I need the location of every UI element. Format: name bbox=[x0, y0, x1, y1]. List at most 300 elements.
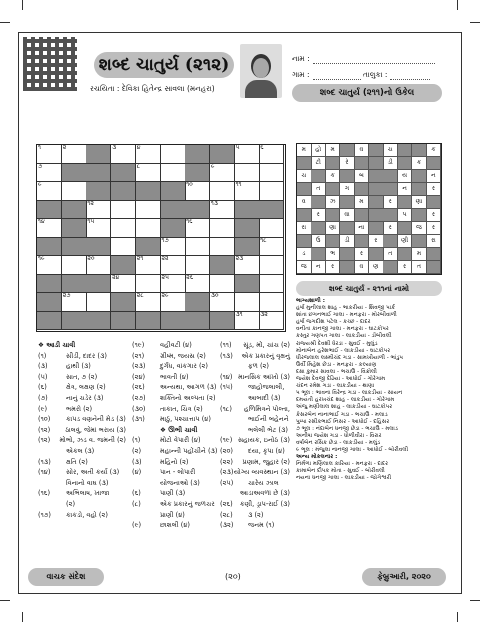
winner-line: હર્ષા મુનીલાલ શાહ - ભાકરીયા - શિવજી પાર્ક bbox=[296, 305, 396, 312]
solution-cell bbox=[355, 157, 370, 170]
grid-cell[interactable] bbox=[210, 293, 235, 312]
grid-cell[interactable] bbox=[161, 312, 186, 331]
solution-cell: વ bbox=[297, 196, 312, 209]
solution-cell bbox=[369, 170, 384, 183]
clue-item: (૧૯) સહાયક, ઇનોઠ (૩) bbox=[220, 436, 290, 445]
solution-cell: ર bbox=[326, 261, 341, 274]
clue-number: ૨૧ bbox=[136, 255, 144, 262]
clue-item: (૧૧) સૂંડ, મોં, ચાંચ (૨) bbox=[220, 341, 290, 349]
crop-mark bbox=[457, 0, 458, 10]
grid-cell[interactable] bbox=[86, 238, 111, 257]
winner-line: ભાગ્યશાળી : bbox=[296, 298, 325, 304]
winner-line: જયેશ દેવજી દેઢિયા - આધોઈ - ગોરેગામ bbox=[296, 376, 386, 383]
clue-item: (૨૬) અન્યથા, આગળ (૩) bbox=[132, 383, 217, 392]
grid-cell[interactable] bbox=[37, 256, 62, 275]
grid-cell[interactable] bbox=[111, 238, 136, 257]
solution-cell: ચ bbox=[383, 144, 398, 157]
grid-cell[interactable] bbox=[62, 256, 87, 275]
clue-number: ૨૬ bbox=[186, 273, 194, 281]
solution-cell: ણા bbox=[326, 222, 341, 235]
clue-item: (૬) ક્ષેત્ર, લક્ષણ (૨) bbox=[38, 383, 106, 392]
grid-cell[interactable] bbox=[86, 275, 111, 294]
clue-item: (૧) સીડી, દાદર (૩) bbox=[38, 351, 107, 360]
clue-item: યોજનાઓ (૩) bbox=[160, 478, 200, 487]
clues-across bbox=[38, 340, 126, 520]
grid-cell[interactable] bbox=[62, 293, 87, 312]
winner-line: કેસરબેન નાનાભાઈ ગડા - ભચાઉ - મલાડ bbox=[296, 411, 388, 418]
clue-number: ૩૧ bbox=[235, 310, 243, 318]
solution-cell: ઝ bbox=[326, 196, 341, 209]
page-number: (૨૦) bbox=[225, 572, 241, 581]
grid-cell[interactable] bbox=[185, 145, 210, 164]
winner-line: ચંદન રમેશ ગડા - લાકડીયા - થાણા bbox=[296, 383, 375, 390]
grid-cell[interactable] bbox=[37, 145, 62, 164]
grid-cell[interactable] bbox=[235, 312, 260, 331]
clue-number: ૧૧ bbox=[235, 181, 242, 188]
solution-grid bbox=[296, 143, 442, 275]
solution-cell bbox=[326, 183, 341, 196]
clue-item: (૯) ભમરો (૨) bbox=[38, 404, 93, 413]
clue-item: (૧૩) ક્ષતિ (૨) bbox=[38, 457, 88, 466]
clue-item: (૫) સાત, ૭ (૨) bbox=[38, 372, 98, 381]
grid-cell[interactable] bbox=[136, 201, 161, 220]
clue-number: ૫ bbox=[235, 144, 240, 151]
clue-number: ૧૯ bbox=[38, 255, 45, 262]
solution-cell: રા bbox=[297, 222, 312, 235]
clue-item: (૧૨) ઠાલવું, જેમાં ભરાય (૩) bbox=[38, 425, 126, 434]
grid-cell[interactable] bbox=[136, 256, 161, 275]
grid-cell[interactable] bbox=[111, 164, 136, 183]
solution-cell bbox=[326, 157, 341, 170]
grid-cell[interactable] bbox=[111, 256, 136, 275]
grid-cell[interactable] bbox=[210, 182, 235, 201]
grid-cell[interactable] bbox=[161, 256, 186, 275]
solution-cell: ર bbox=[427, 209, 442, 222]
clues-down bbox=[220, 340, 290, 531]
grid-cell[interactable] bbox=[86, 293, 111, 312]
grid-cell[interactable] bbox=[62, 275, 87, 294]
solution-cell: ણ bbox=[369, 261, 384, 274]
winner-line: કસ્તુર ગણપત ગાલા - લાકડીયા - ડોંબીવલી bbox=[296, 333, 392, 340]
winner-line: હર્ષા જગદીશ પટેલ - કચ્છ - દાદર bbox=[296, 319, 371, 326]
clue-item: (૩) હાથી (૩) bbox=[38, 362, 91, 371]
footer-date: ફેબ્રુઆરી, ૨૦૨૦ bbox=[362, 568, 446, 586]
grid-cell[interactable] bbox=[86, 201, 111, 220]
clue-number: ૭ bbox=[38, 162, 43, 170]
grid-cell[interactable] bbox=[37, 312, 62, 331]
grid-cell[interactable] bbox=[136, 238, 161, 257]
clue-item: (૭) નાનું ચડેર (૩) bbox=[38, 393, 104, 402]
clue-item: (૧૯) વહીવટી (૪) bbox=[132, 341, 192, 349]
solution-cell: ભ bbox=[326, 248, 341, 261]
grid-cell[interactable] bbox=[62, 219, 87, 238]
winner-line: વર્ષાબેન રસિક છેડા - લાકડીયા - મલુંડ bbox=[296, 439, 381, 446]
grid-cell[interactable] bbox=[185, 164, 210, 183]
clue-number: ૧૫ bbox=[87, 218, 95, 225]
clue-item: (૧૪) સોર, અતી કર્યા (૩) bbox=[38, 468, 120, 477]
grid-cell[interactable] bbox=[185, 219, 210, 238]
grid-cell[interactable] bbox=[185, 275, 210, 294]
grid-cell[interactable] bbox=[210, 145, 235, 164]
grid-cell[interactable] bbox=[235, 145, 260, 164]
grid-cell[interactable] bbox=[235, 275, 260, 294]
clue-number: ૯ bbox=[210, 162, 215, 170]
grid-cell[interactable] bbox=[37, 238, 62, 257]
clue-item: (૨૪) ભાવતી (૪) bbox=[132, 372, 189, 381]
solution-cell bbox=[412, 235, 427, 248]
grid-cell[interactable] bbox=[62, 182, 87, 201]
puzzle-author: રચયિતા : દેવિકા હિતેન્દ્ર સાવલા (મનહરા) bbox=[90, 84, 215, 93]
solution-cell: રા bbox=[427, 235, 442, 248]
winner-line: શાંતા છગનભાઈ ગાલા - મનફરા - મોરબીવાળી bbox=[296, 312, 397, 319]
grid-cell[interactable] bbox=[37, 275, 62, 294]
solution-cell: હો bbox=[311, 144, 326, 157]
grid-cell[interactable] bbox=[210, 219, 235, 238]
winner-line: મોનાબેન હરેશભાઈ - લાકડીયા - ઘાટકોપર bbox=[296, 347, 391, 354]
solution-cell bbox=[355, 209, 370, 222]
solution-cell: ના bbox=[355, 222, 370, 235]
clue-number: ૨૪ bbox=[112, 273, 120, 281]
address-label: ગામ : bbox=[292, 70, 310, 79]
clue-number: ૩૦ bbox=[210, 292, 219, 299]
grid-cell[interactable] bbox=[86, 164, 111, 183]
clue-item: (૧૮) હળિમિત્રને પોલ્તા, bbox=[220, 404, 290, 413]
crop-mark bbox=[470, 600, 480, 601]
clue-item: (૧૫) જાહોજલાલી, bbox=[220, 383, 285, 392]
solution-cell bbox=[311, 196, 326, 209]
grid-cell[interactable] bbox=[161, 201, 186, 220]
grid-cell[interactable] bbox=[136, 275, 161, 294]
solution-cell bbox=[369, 183, 384, 196]
solution-cell: ન bbox=[427, 170, 442, 183]
solution-cell: મ bbox=[297, 144, 312, 157]
grid-cell[interactable] bbox=[62, 145, 87, 164]
grid-cell[interactable] bbox=[86, 312, 111, 331]
grid-cell[interactable] bbox=[259, 256, 284, 275]
grid-cell[interactable] bbox=[62, 312, 87, 331]
solution-cell bbox=[427, 157, 442, 170]
grid-cell[interactable] bbox=[111, 312, 136, 331]
winner-line: નિર્મળા મણિલાલ કારિયા - મનફરા - દાદર bbox=[296, 461, 389, 468]
grid-cell[interactable] bbox=[185, 201, 210, 220]
solution-cell: ણી bbox=[398, 235, 413, 248]
solution-cell bbox=[383, 209, 398, 222]
grid-cell[interactable] bbox=[259, 201, 284, 220]
grid-cell[interactable] bbox=[136, 312, 161, 331]
crop-mark bbox=[457, 612, 458, 622]
clue-item: (૧૪) માનસિક આંખો (૩) bbox=[220, 372, 290, 381]
grid-cell[interactable] bbox=[111, 293, 136, 312]
solution-cell: ર bbox=[427, 222, 442, 235]
clue-item: (૨૩) દુર્ગંધ, વાંકગાર (૨) bbox=[132, 362, 208, 371]
grid-cell[interactable] bbox=[136, 293, 161, 312]
winner-line: નયના ધનજી ગાલા - લાકડીયા - જોગેશ્વરી bbox=[296, 475, 392, 482]
solution-cell bbox=[369, 157, 384, 170]
solution-cell bbox=[326, 235, 341, 248]
winner-line: અંજુ મણીલાલ શાહ - લાકડીયા - ઘાટકોપર bbox=[296, 404, 393, 411]
solution-cell bbox=[383, 183, 398, 196]
solution-cell bbox=[340, 261, 355, 274]
grid-cell[interactable] bbox=[235, 256, 260, 275]
clue-item: (૧૩) એક પ્રકારનું વૃક્ષનું bbox=[220, 351, 290, 360]
grid-cell[interactable] bbox=[259, 164, 284, 183]
solution-cell: ચ bbox=[297, 170, 312, 183]
solution-cell: ર bbox=[355, 248, 370, 261]
grid-cell[interactable] bbox=[161, 219, 186, 238]
grid-cell[interactable] bbox=[111, 219, 136, 238]
winner-line: રાજ્યશ્રી દેવશી ધેરડા - સુવઈ - મુલુંડ bbox=[296, 340, 378, 347]
solution-cell bbox=[412, 144, 427, 157]
clue-number: ૨ bbox=[62, 144, 67, 151]
clue-number: ૧૬ bbox=[186, 218, 193, 225]
clue-number: ૨૫ bbox=[161, 273, 169, 281]
crop-mark bbox=[470, 22, 480, 23]
clue-item: (૨૦) દયા, કૃપા (૪) bbox=[220, 446, 285, 455]
solution-cell bbox=[297, 209, 312, 222]
winners-title: શબ્દ ચાતુર્ય - ૨૧૧નાં નામો bbox=[296, 281, 442, 296]
grid-cell[interactable] bbox=[185, 293, 210, 312]
winners-list bbox=[296, 298, 446, 482]
clue-number: ૩૨ bbox=[260, 310, 268, 318]
clue-item: આબાદી (૩) bbox=[248, 393, 281, 402]
grid-cell[interactable] bbox=[210, 164, 235, 183]
solution-cell bbox=[369, 248, 384, 261]
grid-cell[interactable] bbox=[235, 201, 260, 220]
footer-magazine-name: વાચક સંદેશ bbox=[28, 568, 104, 586]
solution-cell bbox=[311, 222, 326, 235]
solution-cell: ઉ bbox=[311, 235, 326, 248]
clue-item: (૪) પાન - લોપારી bbox=[132, 468, 196, 477]
clue-item: (૨૧) ગ્રીષ્મ, જયસ (૨) bbox=[132, 351, 206, 360]
grid-cell[interactable] bbox=[161, 145, 186, 164]
winner-line: પુષ્પા રસીકભાઈ નિસર - આધોઈ - દહિસર bbox=[296, 418, 390, 425]
solution-cell bbox=[369, 222, 384, 235]
solution-cell bbox=[427, 196, 442, 209]
winner-line: અન્ય મોકલનાર : bbox=[296, 454, 338, 461]
crossword-grid[interactable] bbox=[36, 144, 286, 332]
crop-mark bbox=[0, 600, 10, 601]
clue-number: ૨૯ bbox=[161, 292, 169, 299]
clue-item: (૮) એક પ્રકારનું જળચર bbox=[132, 499, 215, 508]
decorative-grid-pattern bbox=[23, 37, 77, 91]
solution-cell: ર bbox=[311, 209, 326, 222]
solution-cell bbox=[340, 196, 355, 209]
grid-cell[interactable] bbox=[210, 256, 235, 275]
solution-cell: ડ bbox=[297, 248, 312, 261]
solution-cell bbox=[383, 235, 398, 248]
grid-cell[interactable] bbox=[86, 219, 111, 238]
grid-cell[interactable] bbox=[259, 238, 284, 257]
solution-cell: ત bbox=[412, 261, 427, 274]
grid-cell[interactable] bbox=[235, 293, 260, 312]
winner-line: દમયંતી હરખચંદ શાહ - લાકડીયા - ગોરેગામ bbox=[296, 397, 395, 404]
grid-cell[interactable] bbox=[259, 219, 284, 238]
clue-number: ૬ bbox=[260, 144, 264, 151]
solution-cell: પ bbox=[398, 209, 413, 222]
solution-cell bbox=[297, 183, 312, 196]
winner-line: ૭ ભૂલ : નંદાબેન ધનજી છેડા - ભચાઉ - મલાડ bbox=[296, 425, 398, 432]
winner-line: કામાબેન દીપક મોતા - સુવઈ - બોરીવલી bbox=[296, 468, 385, 475]
solution-cell: ક bbox=[326, 170, 341, 183]
clue-number: ૨૨ bbox=[161, 255, 169, 262]
grid-cell[interactable] bbox=[136, 145, 161, 164]
taluka-label: તાલુકા : bbox=[362, 70, 388, 79]
clues-middle bbox=[132, 340, 218, 531]
solution-cell bbox=[427, 248, 442, 261]
grid-cell[interactable] bbox=[37, 219, 62, 238]
solution-cell bbox=[340, 248, 355, 261]
grid-cell[interactable] bbox=[86, 182, 111, 201]
clue-number: ૧૦ bbox=[186, 181, 193, 188]
grid-cell[interactable] bbox=[136, 182, 161, 201]
solution-title: શબ્દ ચાતુર્ય (૨૧૧)નો ઉકેલ bbox=[292, 84, 442, 102]
solution-cell: ક bbox=[427, 144, 442, 157]
clue-number: ૧૪ bbox=[38, 218, 45, 225]
grid-cell[interactable] bbox=[86, 145, 111, 164]
grid-cell[interactable] bbox=[37, 182, 62, 201]
address-field[interactable] bbox=[292, 70, 430, 80]
grid-cell[interactable] bbox=[136, 219, 161, 238]
grid-cell[interactable] bbox=[161, 293, 186, 312]
clue-number: ૧૩ bbox=[210, 199, 218, 207]
clue-number: ૧૮ bbox=[260, 236, 267, 244]
clue-number: ૧ bbox=[38, 144, 41, 151]
grid-cell[interactable] bbox=[136, 164, 161, 183]
clue-item: (૨૬) કણી, ડ્રાપ-રાઈ (૩) bbox=[220, 499, 290, 508]
author-photo bbox=[240, 44, 282, 98]
grid-cell[interactable] bbox=[210, 238, 235, 257]
grid-cell[interactable] bbox=[235, 238, 260, 257]
grid-cell[interactable] bbox=[161, 164, 186, 183]
name-field[interactable] bbox=[292, 54, 435, 64]
grid-cell[interactable] bbox=[259, 293, 284, 312]
solution-cell: ર bbox=[383, 196, 398, 209]
solution-cell: જ bbox=[297, 261, 312, 274]
solution-cell bbox=[369, 209, 384, 222]
solution-cell bbox=[340, 170, 355, 183]
clue-item: ફળ (૨) bbox=[248, 362, 269, 371]
grid-cell[interactable] bbox=[161, 182, 186, 201]
grid-cell[interactable] bbox=[161, 275, 186, 294]
solution-cell: જ bbox=[412, 222, 427, 235]
clue-item: (૨) bbox=[66, 499, 76, 508]
clue-item: (૬) પાણી (૩) bbox=[132, 489, 186, 498]
grid-cell[interactable] bbox=[185, 312, 210, 331]
grid-cell[interactable] bbox=[210, 275, 235, 294]
grid-cell[interactable] bbox=[161, 238, 186, 257]
grid-cell[interactable] bbox=[259, 182, 284, 201]
solution-cell bbox=[311, 170, 326, 183]
clue-item: (૯) છાશલી (૪) bbox=[132, 521, 190, 530]
clue-item: (૧૬) અભિલાષ, ખાજા bbox=[38, 489, 110, 498]
grid-cell[interactable] bbox=[185, 238, 210, 257]
solution-cell bbox=[398, 248, 413, 261]
crop-mark bbox=[22, 0, 23, 10]
grid-cell[interactable] bbox=[259, 312, 284, 331]
crop-mark bbox=[0, 22, 10, 23]
clue-number: ૨૮ bbox=[136, 292, 144, 299]
solution-cell: ડી bbox=[383, 157, 398, 170]
clue-item: (૧૭) કાકડો, વહો (૨) bbox=[38, 510, 108, 519]
grid-cell[interactable] bbox=[62, 238, 87, 257]
clue-item: (૧૨) મોભો, ઝડ વ. જમની (૨) bbox=[38, 436, 126, 445]
clue-item: (૨) મહાન્ની પહોંચીને (૩) bbox=[132, 446, 218, 455]
clue-item: પ્રાણી (૪) bbox=[160, 510, 185, 519]
solution-cell: મ bbox=[326, 144, 341, 157]
solution-cell bbox=[297, 157, 312, 170]
grid-cell[interactable] bbox=[210, 312, 235, 331]
clue-number: ૪ bbox=[136, 144, 141, 151]
solution-cell bbox=[398, 144, 413, 157]
solution-cell bbox=[369, 144, 384, 157]
grid-cell[interactable] bbox=[111, 275, 136, 294]
solution-cell bbox=[311, 248, 326, 261]
grid-cell[interactable] bbox=[185, 256, 210, 275]
grid-cell[interactable] bbox=[235, 182, 260, 201]
clue-item: (૩૨) જનમ (૧) bbox=[220, 521, 275, 530]
grid-cell[interactable] bbox=[37, 293, 62, 312]
clue-item: (૩૧) માઠું, પશ્ચાત્તાપ (૪) bbox=[132, 415, 211, 424]
grid-cell[interactable] bbox=[86, 256, 111, 275]
solution-cell: ર bbox=[398, 261, 413, 274]
solution-cell bbox=[355, 183, 370, 196]
solution-cell: ક bbox=[412, 157, 427, 170]
clue-number: ૩ bbox=[112, 144, 117, 151]
puzzle-title: શબ્દ ચાતુર્ય (૨૧૨) bbox=[94, 52, 234, 78]
grid-cell[interactable] bbox=[185, 182, 210, 201]
clue-item: ભલેલી ભેટ (૩) bbox=[248, 425, 288, 434]
solution-cell: ગ bbox=[340, 183, 355, 196]
grid-cell[interactable] bbox=[235, 164, 260, 183]
winner-line: અનીષા જયેશ ગડા - ધોળીવીરા - વિરાર bbox=[296, 432, 382, 439]
solution-cell: ત bbox=[383, 248, 398, 261]
solution-cell bbox=[412, 183, 427, 196]
solution-cell bbox=[398, 157, 413, 170]
solution-cell: રે bbox=[340, 157, 355, 170]
winner-line: ધીરજલાલ લક્ષ્મીચંદ ગડા - સામખીયાળી - ભાંડુપ bbox=[296, 354, 404, 361]
grid-cell[interactable] bbox=[259, 145, 284, 164]
solution-cell: ર bbox=[369, 235, 384, 248]
solution-cell: વ bbox=[355, 261, 370, 274]
grid-cell[interactable] bbox=[62, 201, 87, 220]
grid-cell[interactable] bbox=[111, 182, 136, 201]
winner-line: ૫ ભૂલ : ભાવના વિરેન્દ્ર ગડા - લાકડીયા - સાયન bbox=[296, 390, 403, 397]
grid-cell[interactable] bbox=[37, 201, 62, 220]
clue-number: ૧૨ bbox=[87, 199, 94, 207]
solution-cell: ર bbox=[383, 222, 398, 235]
solution-cell bbox=[340, 144, 355, 157]
grid-cell[interactable] bbox=[62, 164, 87, 183]
solution-cell bbox=[427, 261, 442, 274]
grid-cell[interactable] bbox=[37, 164, 62, 183]
grid-cell[interactable] bbox=[235, 219, 260, 238]
solution-cell bbox=[383, 170, 398, 183]
clue-number: ૯ bbox=[38, 181, 42, 188]
clue-number: ૧૭ bbox=[161, 236, 169, 244]
grid-cell[interactable] bbox=[210, 201, 235, 220]
solution-cell: ન bbox=[311, 261, 326, 274]
grid-cell[interactable] bbox=[111, 145, 136, 164]
clue-item: (૨૩) યોગ્ય વ્યવસ્થાન (૩) bbox=[220, 468, 290, 477]
grid-cell[interactable] bbox=[111, 201, 136, 220]
winner-line: દક્ષા કુમાર સાવલા - ભચાઉ - વિક્રોલી bbox=[296, 368, 377, 375]
winner-line: ઉર્વી મિહેશ છેડા - મનફરા - કલ્યાણ bbox=[296, 361, 377, 368]
clue-number: ૮ bbox=[136, 162, 141, 170]
grid-cell[interactable] bbox=[259, 275, 284, 294]
solution-cell bbox=[398, 222, 413, 235]
solution-cell bbox=[412, 170, 427, 183]
clue-item: (૩૦) તાકાત, ચિત્ર (૨) bbox=[132, 404, 203, 413]
